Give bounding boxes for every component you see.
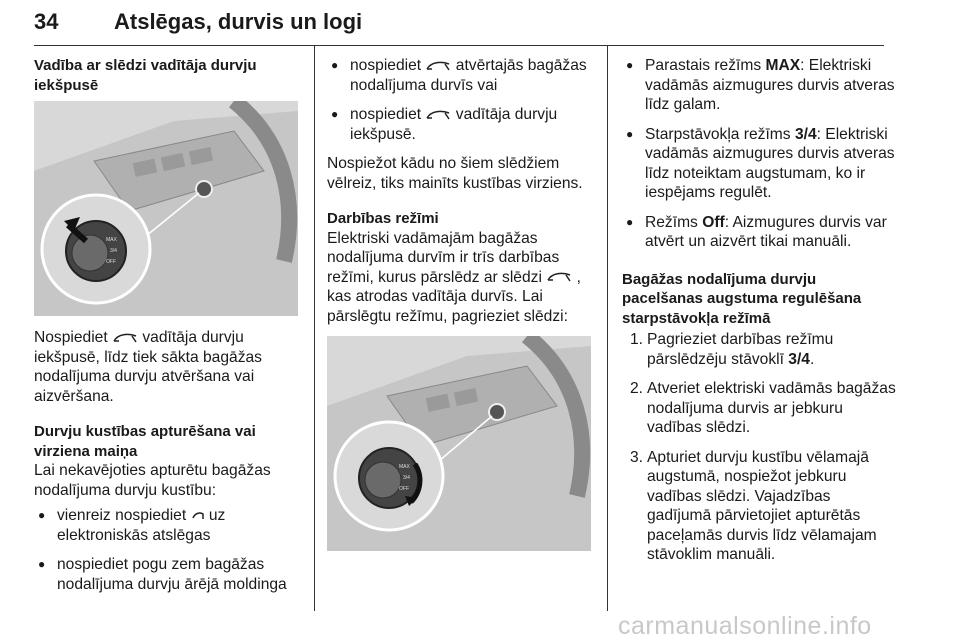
header-divider: [34, 45, 884, 46]
dial-label-off: OFF: [106, 259, 116, 265]
page-header: [34, 2, 884, 42]
section-heading: Durvju kustības apturēšana vai virziena maiņa: [34, 423, 256, 460]
dial-label-three-quarter: 3/4: [110, 248, 117, 254]
tailgate-icon: [425, 109, 451, 121]
paragraph: Nospiežot kādu no šiem slēdžiem vēlreiz, tiks mainīts kustības virziens.: [327, 155, 583, 192]
column-1: [34, 56, 304, 604]
watermark: carmanualsonline.info: [618, 612, 872, 640]
list-item: ● nospiediet vadītāja durvju iekšpusē.: [327, 105, 599, 144]
numbered-step: 2. Atveriet elektriski vadāmās bagāžas nodalījuma durvis ar jebkuru vadības slēdzi.: [630, 380, 896, 436]
tailgate-icon: [112, 332, 138, 344]
dial-label-off: OFF: [399, 486, 409, 492]
column-3: [622, 56, 897, 575]
section-heading: Bagāžas nodalījuma durvju pacelšanas augstuma regulēšana starpstāvokļa režīmā: [622, 270, 862, 327]
section-heading: Vadība ar slēdzi vadītāja durvju iekšpusē: [34, 57, 257, 94]
column-divider-1: [314, 45, 315, 611]
door-panel-drawing: [34, 101, 298, 316]
list-item: ● nospiediet pogu zem bagāžas nodalījuma durvju ārējā moldinga: [34, 555, 304, 594]
section-heading: Darbības režīmi: [327, 210, 439, 227]
column-divider-2: [607, 45, 608, 611]
list-item: ● Režīms Off: Aizmugures durvis var atvērt un aizvērt tikai manuāli.: [622, 213, 897, 252]
list-item: ● Parastais režīms MAX: Elektriski vadāmās aizmugures durvis atveras līdz galam.: [622, 56, 897, 115]
tailgate-icon: [546, 271, 572, 283]
mode-dial-illustration: [327, 336, 591, 551]
numbered-step: 3. Apturiet durvju kustību vēlamajā augstumā, nospiežot jebkuru vadības slēdzi. Vajadzības gadījumā pārvietojiet apturētās paceļamās durvis līdz vēlamajam stāvoklim manuāli.: [630, 448, 877, 563]
paragraph: Elektriski vadāmajām bagāžas nodalījuma durvīm ir trīs darbības režīmi, kurus pārslēdz ar slēdzi , kas atrodas vadītāja durvīs. Lai pārslēgtu režīmu, pagrieziet slēdzi:: [327, 229, 581, 325]
list-item: ● nospiediet atvērtajās bagāžas nodalījuma durvīs vai: [327, 56, 599, 95]
page-title: Atslēgas, durvis un logi: [114, 9, 363, 34]
tailgate-icon: [425, 60, 451, 72]
door-panel-drawing: [327, 336, 591, 551]
paragraph: Lai nekavējoties apturētu bagāžas nodalījuma durvju kustību:: [34, 462, 271, 499]
dial-label-three-quarter: 3/4: [403, 475, 410, 481]
key-tailgate-icon: [191, 510, 205, 522]
page-number: 34: [34, 9, 59, 34]
driver-door-switch-illustration: [34, 101, 298, 316]
list-item: ● Starpstāvokļa režīms 3/4: Elektriski vadāmās aizmugures durvis atveras līdz noteiktam augstumam, ko ir iespējams regulēt.: [622, 125, 897, 203]
paragraph: Nospiediet vadītāja durvju iekšpusē, līdz tiek sākta bagāžas nodalījuma durvju atvēršana vai aizvēršana.: [34, 329, 262, 405]
list-item: ● vienreiz nospiediet uz elektroniskās atslēgas: [34, 506, 304, 545]
numbered-step: 1. Pagrieziet darbības režīmu pārslēdzēju stāvoklī 3/4.: [630, 331, 834, 368]
column-2: [327, 56, 599, 563]
dial-label-max: MAX: [106, 237, 117, 243]
dial-label-max: MAX: [399, 464, 410, 470]
